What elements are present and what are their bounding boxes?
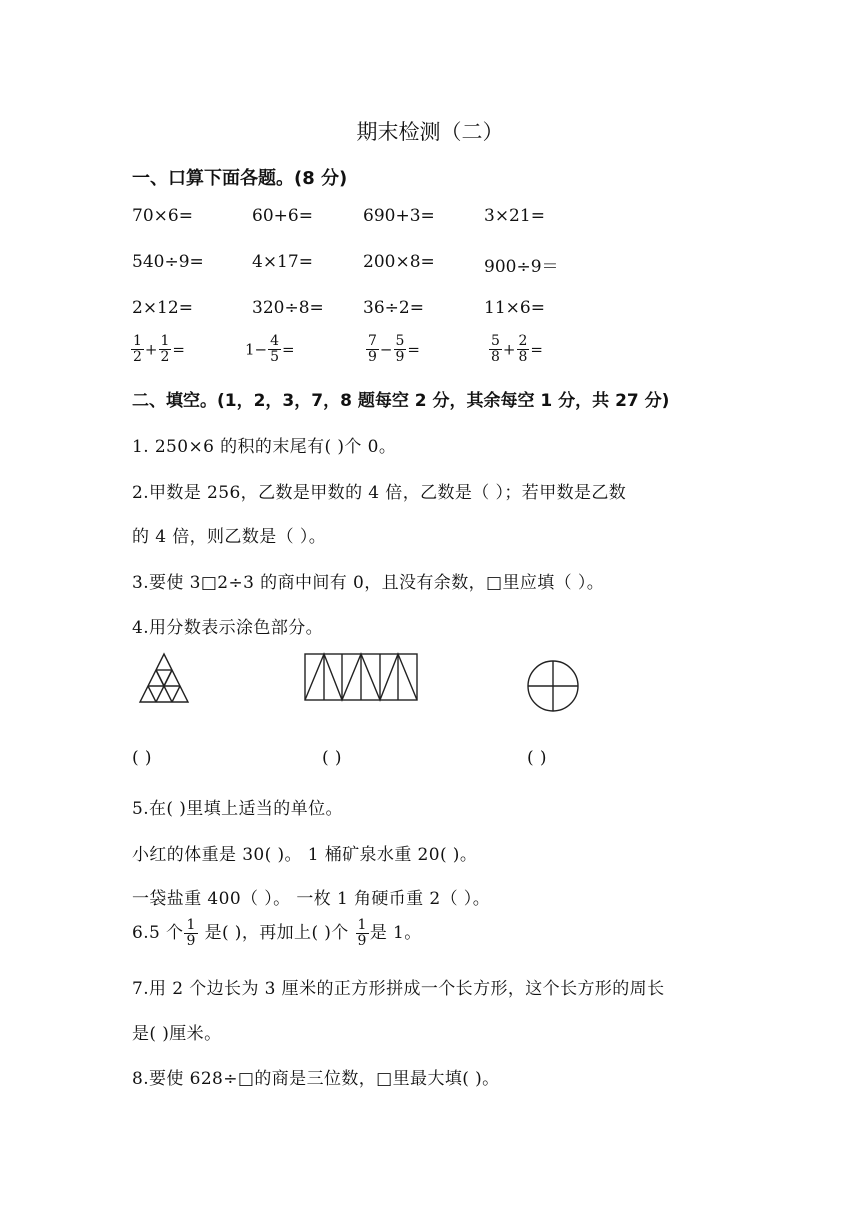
fraction: $\frac{1}{2}$ [133,333,142,365]
calc-item: 690+3= [363,206,435,226]
calc-item: 4×17= [252,252,313,272]
calc-item: 320÷8= [252,298,324,318]
calc-item: 200×8= [363,252,435,272]
question-2-line1: 2.甲数是 256，乙数是甲数的 4 倍，乙数是（ ）；若甲数是乙数 [132,483,627,503]
calc-item: 70×6= [132,206,193,226]
calc-item: 60+6= [252,206,313,226]
fraction: $\frac{1}{9}$ [186,917,196,949]
calc-item: 36÷2= [363,298,424,318]
answer-blank-2[interactable]: ( ) [322,748,342,768]
fraction: $\frac{2}{8}$ [518,333,528,365]
calc-item: 2×12= [132,298,193,318]
fraction: $\frac{4}{5}$ [270,333,280,365]
fraction-calc-item: 1− $\frac{4}{5}$ = [245,333,295,365]
answer-blank-1[interactable]: ( ) [132,748,152,768]
question-5-line2: 一袋盐重 400（ ）。 一枚 1 角硬币重 2（ ）。 [132,889,491,909]
fraction: $\frac{5}{8}$ [491,333,500,365]
calc-item: 11×6= [484,298,545,318]
question-5: 5.在( )里填上适当的单位。 [132,799,343,819]
section1-heading: 一、口算下面各题。(8 分) [132,168,348,189]
question-7-line1: 7.用 2 个边长为 3 厘米的正方形拼成一个长方形，这个长方形的周长 [132,979,665,999]
question-8: 8.要使 628÷□的商是三位数，□里最大填( )。 [132,1069,500,1089]
question-2-line2: 的 4 倍，则乙数是（ ）。 [132,527,327,547]
fraction-calc-item: $\frac{1}{2}$ + $\frac{1}{2}$ = [133,333,185,365]
fraction: $\frac{7}{9}$ [368,333,377,365]
calc-item: 900÷9＝ [484,257,559,277]
section2-heading: 二、填空。(1，2，3，7，8 题每空 2 分，其余每空 1 分，共 27 分) [132,391,670,411]
fraction-calc-item: $\frac{7}{9}$ − $\frac{5}{9}$ = [368,333,420,365]
fraction-calc-item: $\frac{5}{8}$ + $\frac{2}{8}$ = [491,333,543,365]
question-1: 1. 250×6 的积的末尾有( )个 0。 [132,437,397,457]
triangle-figure [138,652,190,704]
question-3: 3.要使 3□2÷3 的商中间有 0，且没有余数，□里应填（ ）。 [132,573,605,593]
question-6: 6.5 个 $\frac{1}{9}$ 是( )，再加上( )个 $\frac{1}{9}$ 是 1。 [132,917,422,949]
fraction: $\frac{1}{2}$ [160,333,170,365]
fraction: $\frac{1}{9}$ [357,917,367,949]
fraction: $\frac{5}{9}$ [395,333,405,365]
calc-item: 540÷9= [132,252,204,272]
calc-item: 3×21= [484,206,545,226]
page-title: 期末检测（二） [356,120,504,144]
question-4: 4.用分数表示涂色部分。 [132,618,324,638]
question-5-line1: 小红的体重是 30( )。 1 桶矿泉水重 20( )。 [132,845,478,865]
circle-figure [525,658,581,714]
question-7-line2: 是( )厘米。 [132,1024,222,1044]
answer-blank-3[interactable]: ( ) [527,748,547,768]
rectangle-figure [303,652,419,702]
